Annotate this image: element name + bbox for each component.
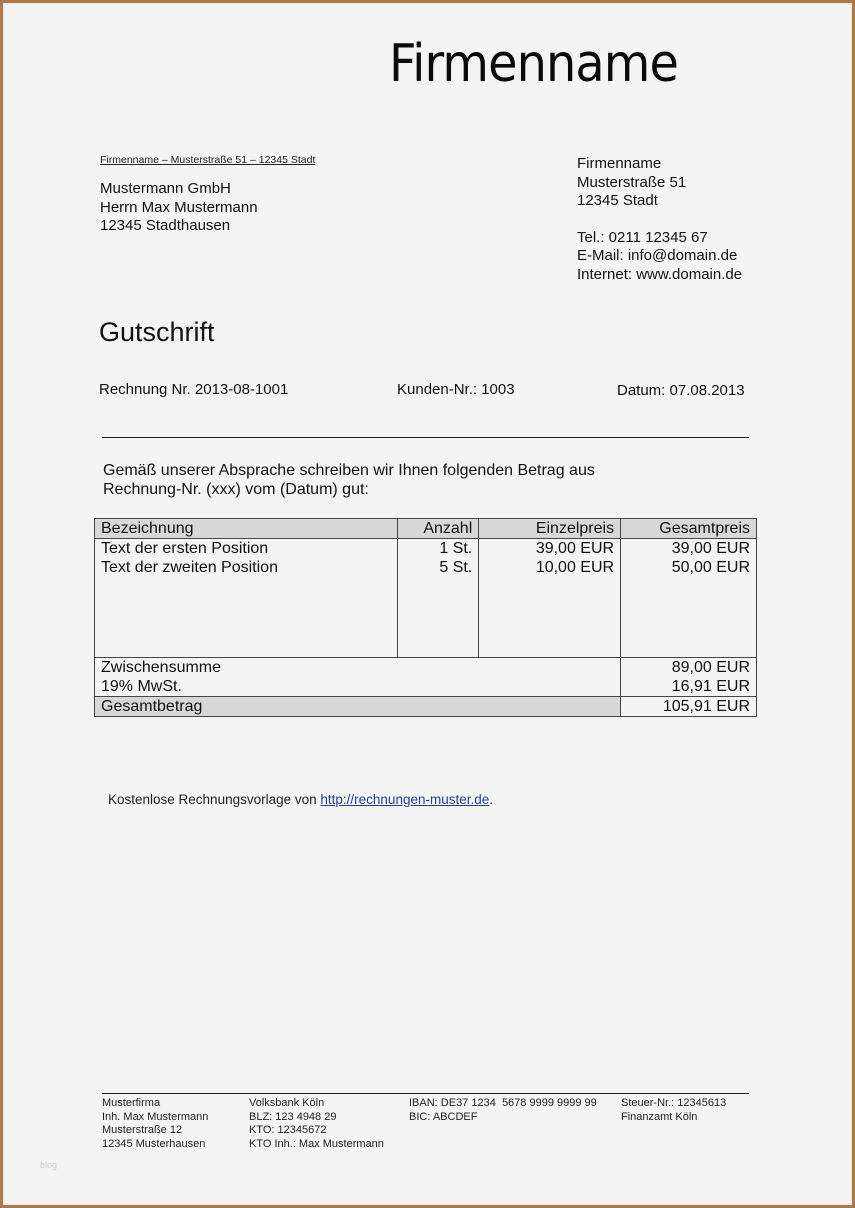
- column-header-description: Bezeichnung: [95, 519, 398, 539]
- watermark: blog: [40, 1160, 58, 1170]
- recipient-address: [100, 180, 258, 236]
- recipient-line: Mustermann GmbH: [100, 180, 231, 197]
- footer-line: Musterstraße 12: [102, 1124, 183, 1136]
- footer-line: Volksbank Köln: [249, 1097, 325, 1109]
- document-date: Datum: 07.08.2013: [617, 382, 745, 399]
- tax-value: 16,91 EUR: [621, 677, 757, 697]
- company-phone: Tel.: 0211 12345 67: [577, 228, 708, 246]
- column-header-quantity: Anzahl: [398, 519, 479, 539]
- company-info: [577, 155, 742, 284]
- footer-company: [102, 1097, 208, 1151]
- divider: [102, 437, 749, 438]
- subtotal-label: Zwischensumme: [95, 658, 621, 678]
- item-description: Text der ersten Position: [95, 539, 398, 559]
- footer-divider: [102, 1093, 749, 1094]
- item-unit-price: 10,00 EUR: [479, 558, 621, 577]
- template-credit: [108, 792, 493, 807]
- intro-line: Gemäß unserer Absprache schreiben wir Ihnen folgenden Betrag aus: [103, 462, 595, 479]
- credit-text: Kostenlose Rechnungsvorlage von: [108, 792, 321, 807]
- table-empty-space: [95, 577, 757, 658]
- company-logo-text: Firmenname: [389, 34, 678, 94]
- footer-line: KTO Inh.: Max Mustermann: [249, 1137, 384, 1150]
- footer-line: IBAN: DE37 1234 5678 9999 9999 99: [409, 1097, 597, 1109]
- intro-text: [103, 462, 595, 499]
- footer-line: BLZ: 123 4948 29: [249, 1110, 337, 1123]
- recipient-line: Herrn Max Mustermann: [100, 198, 258, 216]
- item-unit-price: 39,00 EUR: [479, 539, 621, 559]
- footer-line: Finanzamt Köln: [621, 1110, 698, 1123]
- table-row: [95, 539, 757, 559]
- invoice-page: [3, 3, 852, 1205]
- column-header-unit-price: Einzelpreis: [479, 519, 621, 539]
- credit-suffix: .: [489, 792, 494, 807]
- document-title: Gutschrift: [99, 317, 215, 347]
- sender-return-address: Firmenname – Musterstraße 51 – 12345 Stadt: [100, 154, 316, 166]
- tax-row: [95, 677, 757, 697]
- table-row: [95, 558, 757, 577]
- footer-iban: [409, 1097, 597, 1124]
- subtotal-value: 89,00 EUR: [621, 658, 757, 678]
- invoice-number: Rechnung Nr. 2013-08-1001: [99, 381, 289, 398]
- column-header-total: Gesamtpreis: [621, 519, 757, 539]
- line-items-table: [94, 518, 757, 717]
- intro-line: Rechnung-Nr. (xxx) vom (Datum) gut:: [103, 480, 369, 498]
- footer-line: Steuer-Nr.: 12345613: [621, 1097, 727, 1109]
- company-address-line: Musterstraße 51: [577, 173, 687, 191]
- item-total: 50,00 EUR: [621, 558, 757, 577]
- item-description: Text der zweiten Position: [95, 558, 398, 577]
- grand-total-label: Gesamtbetrag: [95, 697, 621, 717]
- table-header-row: [95, 519, 757, 539]
- item-quantity: 5 St.: [398, 558, 479, 577]
- tax-label: 19% MwSt.: [95, 677, 621, 697]
- item-quantity: 1 St.: [398, 539, 479, 559]
- footer-line: BIC: ABCDEF: [409, 1110, 478, 1123]
- credit-link[interactable]: http://rechnungen-muster.de: [320, 792, 490, 807]
- footer-line: 12345 Musterhausen: [102, 1137, 206, 1150]
- footer-tax: [621, 1097, 726, 1124]
- subtotal-row: [95, 658, 757, 678]
- company-address-line: 12345 Stadt: [577, 192, 658, 209]
- company-email: E-Mail: info@domain.de: [577, 247, 738, 264]
- recipient-line: 12345 Stadthausen: [100, 217, 231, 234]
- grand-total-row: [95, 697, 757, 717]
- company-address-line: Firmenname: [577, 155, 662, 172]
- item-total: 39,00 EUR: [621, 539, 757, 559]
- footer-line: KTO: 12345672: [249, 1124, 327, 1136]
- company-website: Internet: www.domain.de: [577, 265, 743, 283]
- customer-number: Kunden-Nr.: 1003: [397, 381, 515, 398]
- grand-total-value: 105,91 EUR: [621, 697, 757, 717]
- footer-line: Musterfirma: [102, 1097, 161, 1109]
- footer-bank: [249, 1097, 384, 1151]
- footer-line: Inh. Max Mustermann: [102, 1110, 209, 1123]
